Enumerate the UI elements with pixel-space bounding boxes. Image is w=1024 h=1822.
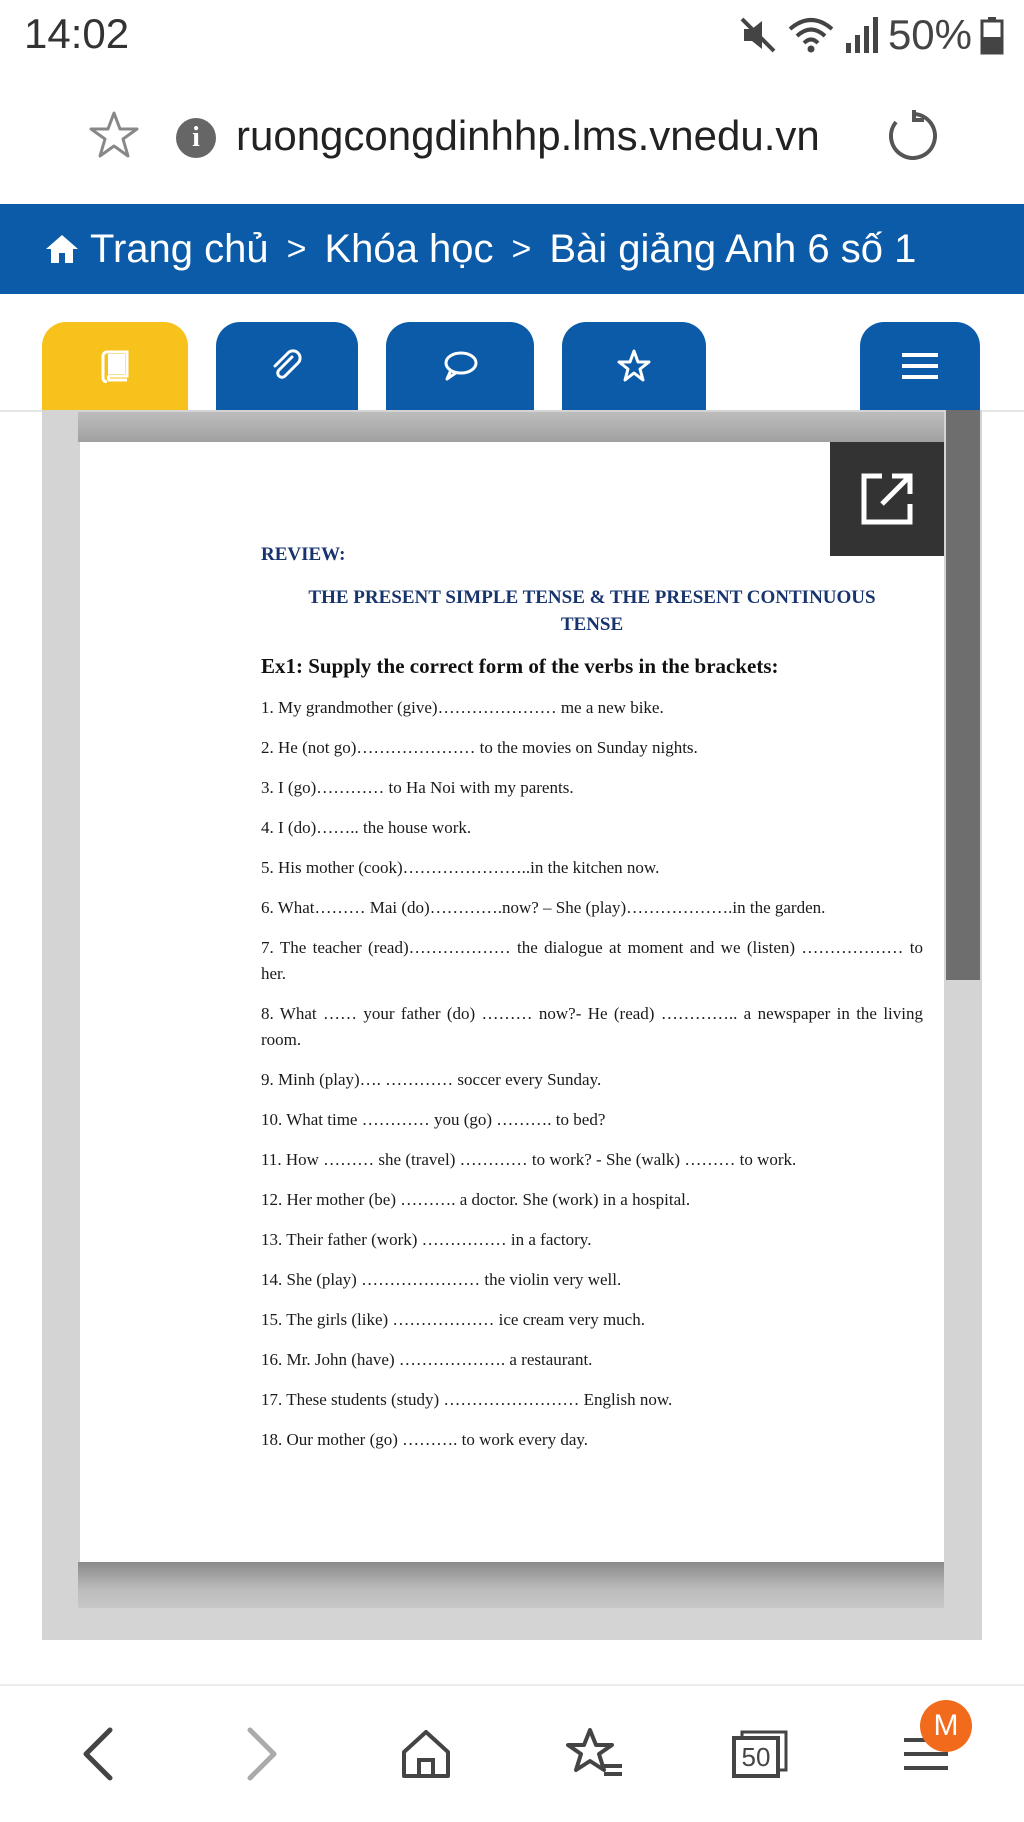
profile-badge[interactable]: M <box>920 1700 972 1752</box>
chevron-right-icon <box>244 1726 280 1782</box>
home-icon[interactable] <box>44 233 80 265</box>
book-icon <box>98 349 132 383</box>
breadcrumb-courses[interactable]: Khóa học <box>324 226 494 271</box>
breadcrumb-separator: > <box>286 229 307 268</box>
url-text[interactable]: ruongcongdinhhp.lms.vnedu.vn <box>236 112 820 159</box>
exercise-item: 4. I (do)…….. the house work. <box>261 818 472 837</box>
exercise-item: 6. What……… Mai (do)………….now? – She (play)……………….in the garden. <box>261 898 826 917</box>
home-button[interactable] <box>366 1686 486 1822</box>
status-time: 14:02 <box>24 10 130 57</box>
bookmark-star-icon[interactable] <box>88 110 140 162</box>
tabs-button[interactable] <box>700 1686 820 1822</box>
breadcrumb <box>0 204 1024 294</box>
heading-line-1: THE PRESENT SIMPLE TENSE & THE PRESENT CONTINUOUS <box>308 587 876 608</box>
hamburger-menu-icon <box>902 351 938 381</box>
back-button[interactable] <box>38 1686 158 1822</box>
exercise-item: 3. I (go)………… to Ha Noi with my parents. <box>261 778 574 797</box>
exercise-item: 15. The girls (like) ……………… ice cream very much. <box>261 1310 645 1329</box>
status-icons <box>738 10 1004 60</box>
exercise-item: 16. Mr. John (have) ………………. a restaurant. <box>261 1350 593 1369</box>
exercise-item: 17. These students (study) …………………… English now. <box>261 1390 673 1409</box>
exercise-item: 18. Our mother (go) ………. to work every day. <box>261 1430 589 1449</box>
viewer-scrollbar-thumb[interactable] <box>946 410 980 980</box>
reload-icon[interactable] <box>884 108 940 164</box>
exercise-item: 9. Minh (play)…. ………… soccer every Sunday. <box>261 1070 602 1089</box>
bookmarks-button[interactable] <box>534 1686 654 1822</box>
page-top-shadow <box>78 412 944 442</box>
tabs-icon <box>730 1728 790 1780</box>
exercise-item: 13. Their father (work) …………… in a factory. <box>261 1230 592 1249</box>
mute-icon <box>738 15 778 55</box>
exercise-item: 8. What …… your father (do) ……… now?- He (read) ………….. a newspaper in the living room. <box>261 1004 923 1049</box>
breadcrumb-separator: > <box>511 229 532 268</box>
lesson-tab-bar <box>0 294 1024 412</box>
tab-attachments[interactable] <box>216 322 358 410</box>
site-info-icon[interactable]: i <box>176 118 216 158</box>
exercise-title: Ex1: Supply the correct form of the verbs in the brackets: <box>261 654 779 678</box>
exercise-item: 11. How ……… she (travel) ………… to work? - She (walk) ……… to work. <box>261 1150 797 1169</box>
external-link-icon <box>858 470 916 528</box>
tab-menu[interactable] <box>860 322 980 410</box>
status-bar <box>0 0 1024 70</box>
tab-count: 50 <box>741 1742 771 1772</box>
exercise-item: 12. Her mother (be) ………. a doctor. She (work) in a hospital. <box>261 1190 691 1209</box>
exercise-item: 5. His mother (cook)…………………..in the kitchen now. <box>261 858 660 877</box>
exercise-item: 10. What time ………… you (go) ………. to bed? <box>261 1110 606 1129</box>
battery-percent: 50% <box>887 11 972 58</box>
tab-lesson[interactable] <box>42 322 188 410</box>
bookmark-list-icon <box>564 1726 624 1782</box>
tab-favorites[interactable] <box>562 322 706 410</box>
exercise-item: 2. He (not go)………………… to the movies on Sunday nights. <box>261 738 698 757</box>
paperclip-icon <box>270 349 304 383</box>
menu-button[interactable] <box>866 1686 986 1822</box>
wifi-icon <box>786 15 836 55</box>
review-label: REVIEW: <box>261 544 346 565</box>
exercise-item: 14. She (play) ………………… the violin very well. <box>261 1270 622 1289</box>
exercise-item: 1. My grandmother (give)………………… me a new bike. <box>261 698 664 717</box>
battery-icon <box>980 15 1004 55</box>
breadcrumb-current: Bài giảng Anh 6 số 1 <box>549 226 917 271</box>
document-page <box>80 442 944 1562</box>
forward-button[interactable] <box>202 1686 322 1822</box>
exercise-item: 7. The teacher (read)……………… the dialogue at moment and we (listen) ……………… to her. <box>261 938 923 983</box>
heading-line-2: TENSE <box>560 614 624 635</box>
chevron-left-icon <box>80 1726 116 1782</box>
address-bar <box>0 90 1024 186</box>
star-icon <box>617 349 651 383</box>
breadcrumb-home[interactable]: Trang chủ <box>90 226 269 271</box>
browser-bottom-nav <box>0 1684 1024 1822</box>
open-external-button[interactable] <box>830 442 944 556</box>
page-bottom-shadow <box>78 1562 944 1608</box>
document-heading <box>261 584 923 638</box>
home-outline-icon <box>398 1726 454 1782</box>
chat-bubble-icon <box>442 350 478 382</box>
signal-icon <box>844 15 880 55</box>
tab-comments[interactable] <box>386 322 534 410</box>
